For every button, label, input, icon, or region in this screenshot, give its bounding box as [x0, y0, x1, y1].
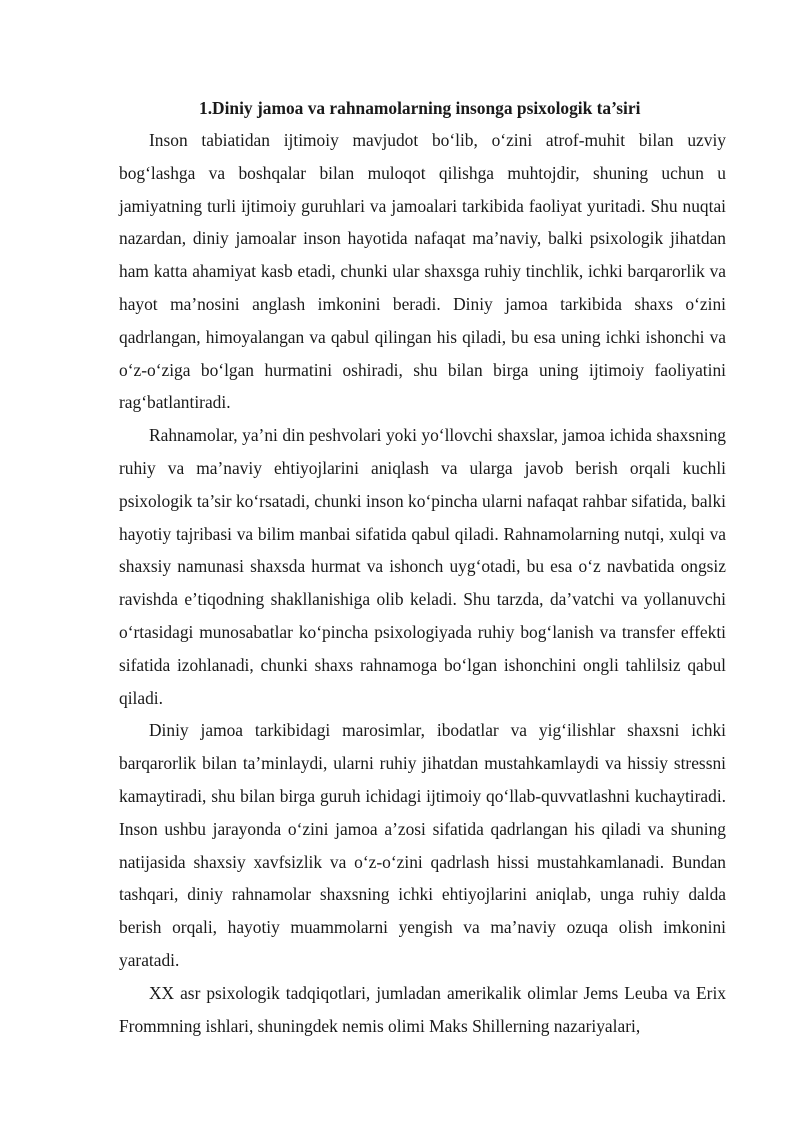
paragraph-4: XX asr psixologik tadqiqotlari, jumladan amerikalik olimlar Jems Leuba va Erix Frommning ishlari, shuningdek nemis olimi Maks Shillerning nazariyalari, [119, 982, 726, 1036]
paragraph-3: Diniy jamoa tarkibidagi marosimlar, ibodatlar va yig‘ilishlar shaxsni ichki barqarorlik bilan ta’minlaydi, ularni ruhiy jihatdan mustahkamlaydi va hissiy stressni kamaytiradi, shu bilan birga guruh ichidagi ijtimoiy qo‘llab-quvvatlashni kuchaytiradi. Inson ushbu jarayonda o‘zini jamoa a’zosi sifatida qadrlangan his qiladi va shuning natijasida shaxsiy xavfsizlik va o‘z-o‘zini qadrlash hissi mustahkamlanadi. Bundan tashqari, diniy rahnamolar shaxsning ichki ehtiyojlarini aniqlab, unga ruhiy dalda berish orqali, hayotiy muammolarni yengish va ma’naviy ozuqa olish imkonini yaratadi. [119, 720, 726, 970]
document-page [119, 94, 726, 1042]
paragraph-1: Inson tabiatidan ijtimoiy mavjudot bo‘lib, o‘zini atrof-muhit bilan uzviy bog‘lashga va boshqalar bilan muloqot qilishga muhtojdir, shuning uchun u jamiyatning turli ijtimoiy guruhlari va jamoalari tarkibida faoliyat yuritadi. Shu nuqtai nazardan, diniy jamoalar inson hayotida nafaqat ma’naviy, balki psixologik jihatdan ham katta ahamiyat kasb etadi, chunki ular shaxsga ruhiy tinchlik, ichki barqarorlik va hayot ma’nosini anglash imkonini beradi. Diniy jamoa tarkibida shaxs o‘zini qadrlangan, himoyalangan va qabul qilingan his qiladi, bu esa uning ichki ishonchi va o‘z-o‘ziga bo‘lgan hurmatini oshiradi, shu bilan birga uning ijtimoiy faoliyatini rag‘batlantiradi. [119, 130, 726, 413]
document-title: 1.Diniy jamoa va rahnamolarning insonga psixologik ta’siri [199, 98, 641, 118]
paragraph-2: Rahnamolar, ya’ni din peshvolari yoki yo‘llovchi shaxslar, jamoa ichida shaxsning ruhiy va ma’naviy ehtiyojlarini aniqlash va ularga javob berish orqali kuchli psixologik ta’sir ko‘rsatadi, chunki inson ko‘pincha ularni nafaqat rahbar sifatida, balki hayotiy tajribasi va bilim manbai sifatida qabul qiladi. Rahnamolarning nutqi, xulqi va shaxsiy namunasi shaxsda hurmat va ishonch uyg‘otadi, bu esa o‘z navbatida ongsiz ravishda e’tiqodning shakllanishiga olib keladi. Shu tarzda, da’vatchi va yollanuvchi o‘rtasidagi munosabatlar ko‘pincha psixologiyada ruhiy bog‘lanish va transfer effekti sifatida izohlanadi, chunki shaxs rahnamoga bo‘lgan ishonchini ongli tahlilsiz qabul qiladi. [119, 425, 726, 708]
